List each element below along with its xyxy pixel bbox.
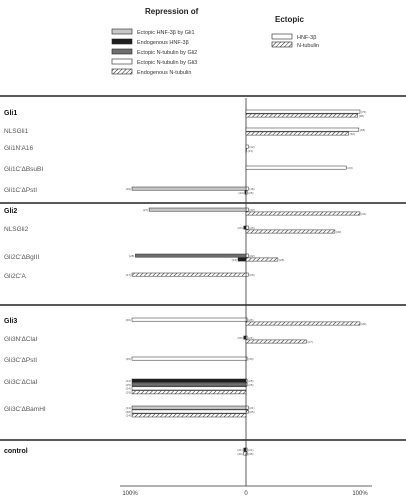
bar-data-label: (28): [237, 335, 243, 340]
bar-data-label: (26): [249, 272, 255, 277]
bar-data-label: (24): [125, 386, 131, 391]
legend-swatch-ectopic_hnf3b_by_gli: [112, 29, 132, 34]
bar-hnf3b: [246, 254, 248, 257]
bar-hnf3b: [246, 128, 359, 131]
legend-right: [272, 34, 319, 49]
legend-swatch-hnf3b: [272, 34, 292, 39]
construct-label: Gli2C'A: [4, 273, 26, 280]
group-label-gli1: Gli1: [4, 110, 18, 117]
bar-ectopic_hnf3b_by_gli: [132, 187, 246, 190]
group-label-gli3: Gli3: [4, 318, 18, 325]
bar-data-label: (25): [125, 382, 131, 387]
bar-data-label: (33): [249, 207, 255, 212]
chart-title: Repression of: [145, 7, 199, 16]
legend-label-ntubulin: N-tubulin: [297, 43, 320, 49]
legend-swatch-ectopic_nt_by_gli3: [112, 59, 132, 64]
bar-data-label: (18): [359, 127, 366, 132]
bar-ectopic_hnf3b_by_gli: [132, 406, 246, 409]
bar-data-label: (18): [249, 186, 255, 191]
legend-label-ectopic_nt_by_gli3: Ectopic N-tubulin by Gli3: [137, 60, 198, 66]
bar-ntubulin: [246, 410, 248, 413]
bar-data-label: (27): [125, 272, 131, 277]
bar-ntubulin: [246, 258, 278, 261]
bar-endogenous_hnf3b: [238, 258, 246, 261]
construct-label: Gli3N'ΔClaI: [4, 336, 38, 343]
bar-data-label: (76): [361, 109, 367, 114]
bar-hnf3b: [246, 145, 248, 148]
legend-label-hnf3b: HNF-3β: [297, 35, 317, 41]
bar-ntubulin: [246, 322, 360, 325]
bar-data-label: (27): [142, 207, 149, 212]
bar-ectopic_nt_by_gli2: [135, 254, 246, 257]
bar-endogenous_hnf3b: [244, 448, 246, 451]
bar-endogenous_nt: [244, 452, 246, 455]
bar-data-label: (29): [125, 390, 131, 395]
bar-ectopic_nt_by_gli3: [132, 410, 246, 413]
bar-data-label: (24): [248, 447, 254, 452]
legend-swatch-ntubulin: [272, 42, 292, 47]
bar-data-label: (20): [347, 165, 353, 170]
legend-label-ectopic_hnf3b_by_gli: Ectopic HNF-3β by Gli1: [137, 30, 195, 36]
bar-ntubulin: [246, 132, 349, 135]
bar-data-label: (25): [248, 378, 254, 383]
legend-label-endogenous_hnf3b: Endogenous HNF-3β: [137, 40, 189, 46]
bar-endogenous_hnf3b: [132, 379, 246, 382]
bar-data-label: (24): [231, 257, 238, 262]
bar-data-label: (32): [249, 144, 255, 149]
bar-data-label: (30): [361, 321, 367, 326]
bar-hnf3b: [246, 110, 360, 113]
construct-label: Gli3C'ΔBamHI: [4, 406, 46, 413]
bar-data-label: (25): [248, 382, 254, 387]
bar-data-label: (30): [335, 229, 342, 234]
bar-endogenous_hnf3b: [244, 336, 246, 339]
bar-endogenous_nt: [132, 273, 246, 276]
bar-ntubulin: [246, 212, 360, 215]
legend-swatch-endogenous_nt: [112, 69, 132, 74]
bar-data-label: (25): [248, 190, 254, 195]
bar-data-label: (21): [248, 335, 254, 340]
bar-data-label: (28): [125, 409, 131, 414]
x-tick-center: 0: [244, 491, 248, 497]
bar-data-label: (30): [237, 451, 243, 456]
bar-data-label: (25): [278, 257, 285, 262]
group-label-control: control: [4, 448, 28, 455]
bar-ectopic_nt_by_gli3: [132, 387, 246, 390]
bar-data-label: (27): [307, 339, 313, 344]
bar-hnf3b: [246, 226, 248, 229]
group-label-gli2: Gli2: [4, 208, 18, 215]
bar-endogenous_hnf3b: [244, 226, 246, 229]
legend-swatch-ectopic_nt_by_gli2: [112, 49, 132, 54]
bar-ntubulin: [246, 340, 306, 343]
bar-hnf3b: [246, 208, 248, 211]
plot-area: [0, 96, 406, 486]
bar-hnf3b: [246, 187, 248, 190]
bar-ntubulin: [246, 230, 335, 233]
construct-label: Gli1N'A16: [4, 145, 34, 152]
construct-label: NLSGli1: [4, 128, 29, 135]
bar-data-label: (35): [248, 451, 254, 456]
bar-data-label: (21): [249, 405, 255, 410]
bar-data-label: (28): [358, 113, 365, 118]
construct-label: NLSGli2: [4, 226, 29, 233]
construct-label: Gli2C'ΔBgIII: [4, 254, 40, 261]
legend-left: [112, 29, 197, 76]
legend-swatch-endogenous_hnf3b: [112, 39, 132, 44]
bar-data-label: (26): [249, 225, 255, 230]
bar-data-label: (29): [237, 225, 243, 230]
bar-data-label: (30): [248, 356, 254, 361]
bar-data-label: (26): [248, 317, 254, 322]
bar-ectopic_nt_by_gli3: [132, 357, 246, 360]
x-tick-left: 100%: [122, 491, 138, 497]
legend-label-endogenous_nt: Endogenous N-tubulin: [137, 70, 192, 76]
construct-label: Gli1C'ΔBsuBI: [4, 166, 44, 173]
construct-label: Gli3C'ΔClaI: [4, 379, 38, 386]
construct-label: Gli1C'ΔPstI: [4, 187, 38, 194]
bar-data-label: (28): [129, 253, 135, 258]
bar-endogenous_nt: [132, 414, 246, 417]
bar-data-label: (22): [249, 253, 255, 258]
bar-ectopic_hnf3b_by_gli: [149, 208, 246, 211]
bar-data-label: (30): [125, 317, 131, 322]
bar-endogenous_hnf3b: [245, 191, 246, 194]
legend-label-ectopic_nt_by_gli2: Ectopic N-tubulin by Gli2: [137, 50, 198, 56]
bar-data-label: (24): [125, 405, 131, 410]
bar-data-label: (24): [125, 413, 131, 418]
x-tick-right: 100%: [352, 491, 368, 497]
bar-data-label: (21): [237, 447, 243, 452]
bar-ectopic_nt_by_gli2: [132, 383, 246, 386]
bar-data-label: (25): [249, 409, 255, 414]
bar-ectopic_nt_by_gli3: [132, 318, 246, 321]
bar-hnf3b: [246, 166, 346, 169]
bar-hnf3b: [246, 273, 248, 276]
legend-right-title: Ectopic: [275, 15, 304, 24]
bar-hnf3b: [246, 406, 248, 409]
bar-ntubulin: [246, 114, 358, 117]
construct-label: Gli3C'ΔPstI: [4, 357, 38, 364]
bar-endogenous_nt: [132, 391, 246, 394]
bar-ntubulin: [246, 149, 247, 152]
bar-data-label: (31): [361, 211, 367, 216]
bar-data-label: (23): [238, 190, 244, 195]
bar-data-label: (21): [247, 148, 253, 153]
bar-data-label: (25): [125, 356, 131, 361]
bar-data-label: (39): [125, 186, 131, 191]
bar-data-label: (32): [349, 131, 355, 136]
bar-data-label: (24): [125, 378, 131, 383]
